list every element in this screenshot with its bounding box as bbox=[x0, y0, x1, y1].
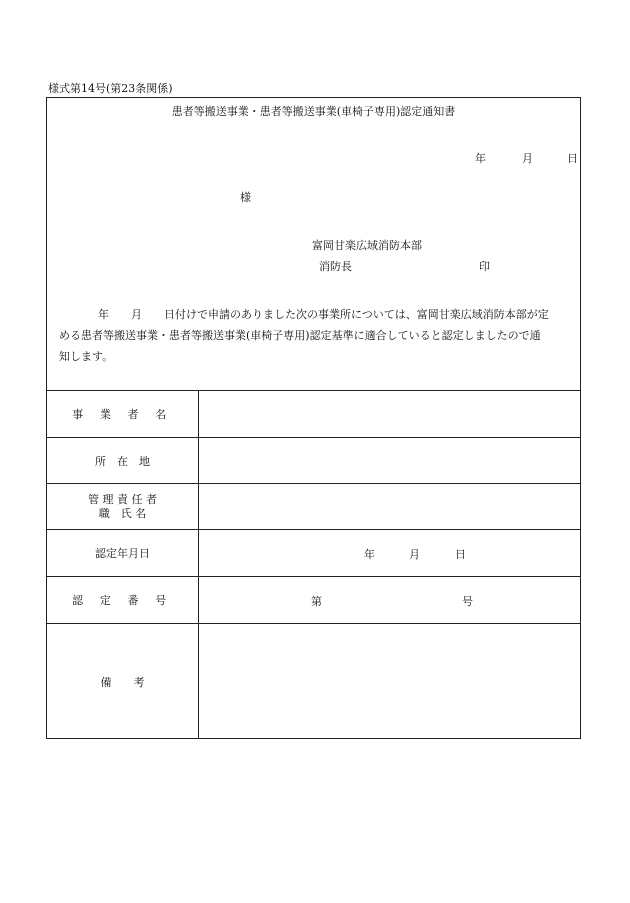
issue-date bbox=[475, 150, 578, 166]
issuer-agency: 富岡甘楽広域消防本部 bbox=[312, 239, 422, 252]
certified-date-day: 日 bbox=[455, 548, 466, 561]
notice-form bbox=[46, 97, 581, 739]
location-row bbox=[47, 438, 580, 484]
certified-date-year: 年 bbox=[364, 548, 375, 561]
notice-year: 年 bbox=[98, 308, 109, 321]
manager-row bbox=[47, 484, 580, 530]
cert-number-suffix: 号 bbox=[462, 595, 473, 608]
notice-month: 月 bbox=[131, 308, 142, 321]
document-title: 患者等搬送事業・患者等搬送事業(車椅子専用)認定通知書 bbox=[171, 105, 456, 118]
form-number-label: 様式第14号(第23条関係) bbox=[48, 82, 173, 95]
issue-date-year: 年 bbox=[475, 152, 486, 165]
certified-date-month: 月 bbox=[409, 548, 420, 561]
cert-number-prefix: 第 bbox=[311, 595, 322, 608]
issue-date-month: 月 bbox=[522, 152, 533, 165]
remarks-label: 備 考 bbox=[47, 624, 199, 739]
manager-field[interactable] bbox=[199, 484, 580, 529]
manager-label-line2: 職 氏 名 bbox=[98, 506, 147, 520]
certified-date-field[interactable] bbox=[199, 530, 580, 576]
certified-date-label: 認定年月日 bbox=[47, 530, 199, 576]
notice-body bbox=[59, 304, 575, 367]
business-name-field[interactable] bbox=[199, 391, 580, 437]
issuer-chief: 消防長 bbox=[319, 260, 352, 273]
manager-label bbox=[47, 484, 199, 529]
notice-day-text: 日付けで申請のありました次の事業所については、富岡甘楽広域消防本部が定 bbox=[164, 308, 549, 321]
notice-line-1 bbox=[59, 304, 575, 325]
details-table bbox=[47, 390, 580, 739]
location-label: 所 在 地 bbox=[47, 438, 199, 483]
notice-line-2: める患者等搬送事業・患者等搬送事業(車椅子専用)認定基準に適合していると認定しましたので通 bbox=[59, 329, 541, 342]
certified-date-row bbox=[47, 530, 580, 577]
business-name-row bbox=[47, 391, 580, 438]
manager-label-line1: 管 理 責 任 者 bbox=[88, 492, 157, 506]
cert-number-row bbox=[47, 577, 580, 624]
seal-mark: 印 bbox=[479, 260, 490, 273]
business-name-label: 事 業 者 名 bbox=[47, 391, 199, 437]
cert-number-label: 認 定 番 号 bbox=[47, 577, 199, 623]
location-field[interactable] bbox=[199, 438, 580, 483]
notice-line-3: 知します。 bbox=[59, 350, 114, 363]
addressee-suffix: 様 bbox=[240, 191, 251, 204]
notice-header-section bbox=[47, 98, 580, 390]
remarks-field[interactable] bbox=[199, 624, 580, 739]
cert-number-field[interactable] bbox=[199, 577, 580, 623]
issuer-chief-line bbox=[319, 258, 579, 274]
remarks-row bbox=[47, 624, 580, 739]
issue-date-day: 日 bbox=[567, 152, 578, 165]
